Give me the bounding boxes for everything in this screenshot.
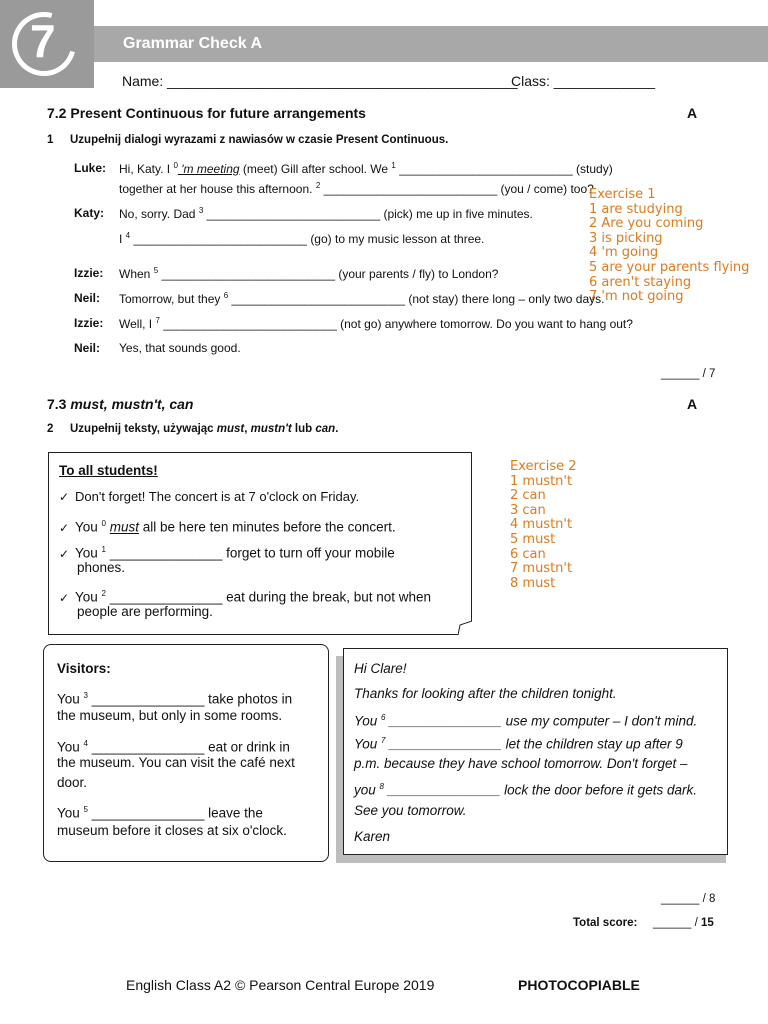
blank-1[interactable]: _______________ forget to turn off your mobile: [106, 545, 395, 561]
answer-item: 1 are studying: [589, 201, 683, 217]
letter-line: Thanks for looking after the children tonight.: [354, 686, 617, 701]
exercise2-instruction: Uzupełnij teksty, używając must, mustn't lub can.: [70, 423, 339, 435]
answer-item: 4 'm going: [589, 245, 659, 261]
name-field[interactable]: Name: _____________________________________________: [122, 73, 518, 89]
letter-line: See you tomorrow.: [354, 803, 467, 818]
visitors-line: You $^5$ _______________ leave the: [57, 805, 263, 821]
answer-item: 5 are your parents flying: [589, 259, 750, 275]
dialogue-line: No, sorry. Dad $^3$ __________________________ (pick) me up in five minutes.: [119, 206, 533, 221]
letter-line: p.m. because they have school tomorrow. Don't forget –: [354, 756, 688, 771]
answer-item: 3 can: [510, 502, 546, 518]
page-fold-icon: [458, 621, 472, 635]
visitors-line: door.: [57, 775, 88, 790]
section2-version: A: [687, 396, 698, 412]
example-answer: must: [109, 519, 140, 535]
dialogue-line: I $^4$ __________________________ (go) to my music lesson at three.: [119, 231, 485, 246]
dialogue-line: Well, I $^7$ __________________________ (not go) anywhere tomorrow. Do you want to hang out?: [119, 316, 633, 331]
notice-title: To all students!: [59, 463, 158, 478]
answer-item: 4 mustn't: [510, 517, 573, 533]
visitors-line: You $^4$ _______________ eat or drink in: [57, 739, 290, 755]
answers2-title: Exercise 2: [510, 459, 577, 474]
notice-item: ✓ You $^2$ _______________ eat during the break, but not when: [59, 589, 432, 605]
page-title: Grammar Check A: [123, 35, 263, 52]
visitors-line: the museum. You can visit the café next: [57, 755, 295, 770]
blank-3[interactable]: _______________ take photos in: [88, 691, 293, 707]
section2-score: ______ / 8: [661, 893, 716, 905]
blank-6[interactable]: _______________ use my computer – I don't mind.: [385, 713, 698, 729]
visitors-title: Visitors:: [57, 661, 111, 676]
speaker-neil: Neil:: [74, 291, 101, 305]
blank-7[interactable]: _______________ let the children stay up after 9: [385, 736, 683, 752]
exercise2-number: 2: [47, 423, 54, 435]
exercise1-number: 1: [47, 134, 54, 146]
example-answer: 'm meeting: [177, 162, 240, 176]
answers-exercise1: [589, 188, 749, 305]
visitors-line: museum before it closes at six o'clock.: [57, 823, 287, 838]
class-field[interactable]: Class: _____________: [511, 73, 656, 89]
dialogue-line: Yes, that sounds good.: [119, 341, 241, 355]
speaker-izzie: Izzie:: [74, 266, 104, 280]
visitors-line: the museum, but only in some rooms.: [57, 708, 283, 723]
section1-version: A: [687, 105, 698, 121]
answer-item: 2 can: [510, 488, 546, 504]
notice-item-cont: people are performing.: [77, 604, 213, 619]
letter-line: You $^6$ _______________ use my computer – I don't mind.: [354, 713, 698, 729]
blank-3[interactable]: __________________________ (pick) me up in five minutes.: [203, 207, 533, 221]
section2-heading: 7.3 must, mustn't, can: [47, 396, 194, 412]
check-icon: ✓: [59, 546, 70, 561]
letter-greeting: Hi Clare!: [354, 661, 407, 676]
answer-item: 6 can: [510, 546, 546, 562]
answers-exercise2: [510, 460, 577, 591]
check-icon: ✓: [59, 490, 70, 504]
notice-item: ✓ Don't forget! The concert is at 7 o'clock on Friday.: [59, 489, 360, 504]
blank-2[interactable]: __________________________ (you / come) too?: [320, 182, 594, 196]
notice-item: ✓ You $^0$ must all be here ten minutes before the concert.: [59, 519, 396, 535]
total-score-label: Total score:: [573, 917, 638, 929]
unit-badge: [0, 0, 94, 88]
answer-item: 6 aren't staying: [589, 274, 692, 290]
unit-number: 7: [30, 15, 56, 67]
answer-item: 1 mustn't: [510, 473, 573, 489]
speaker-luke: Luke:: [74, 161, 107, 175]
blank-6[interactable]: __________________________ (not stay) there long – only two days.: [228, 292, 605, 306]
blank-4[interactable]: __________________________ (go) to my music lesson at three.: [130, 232, 485, 246]
speaker-neil: Neil:: [74, 341, 101, 355]
blank-5[interactable]: _______________ leave the: [88, 805, 263, 821]
footer-photocopiable: PHOTOCOPIABLE: [518, 977, 640, 993]
answer-item: 8 must: [510, 575, 556, 591]
answers1-title: Exercise 1: [589, 187, 656, 202]
speaker-izzie: Izzie:: [74, 316, 104, 330]
title-bar: [94, 26, 768, 62]
blank-2[interactable]: _______________ eat during the break, but not when: [106, 589, 432, 605]
visitors-line: You $^3$ _______________ take photos in: [57, 691, 293, 707]
letter-signature: Karen: [354, 829, 391, 844]
dialogue-line: together at her house this afternoon. $^2$ __________________________ (you / come) too?: [119, 181, 594, 196]
answer-item: 7 'm not going: [589, 289, 684, 305]
check-icon: ✓: [59, 590, 70, 605]
blank-7[interactable]: __________________________ (not go) anywhere tomorrow. Do you want to hang out?: [159, 317, 633, 331]
dialogue-line: When $^5$ __________________________ (your parents / fly) to London?: [119, 266, 499, 281]
letter-line: You $^7$ _______________ let the children stay up after 9: [354, 736, 683, 752]
blank-1[interactable]: __________________________ (study): [399, 162, 613, 176]
blank-4[interactable]: _______________ eat or drink in: [88, 739, 290, 755]
dialogue-line: Hi, Katy. I $^0$ 'm meeting (meet) Gill after school. We $^1$ __________________________ (study): [119, 161, 613, 176]
notice-item-cont: phones.: [77, 560, 126, 575]
speaker-katy: Katy:: [74, 206, 105, 220]
letter-line: you $^8$ _______________ lock the door before it gets dark.: [354, 782, 697, 798]
answer-item: 3 is picking: [589, 230, 663, 246]
answer-item: 5 must: [510, 531, 556, 547]
blank-5[interactable]: __________________________ (your parents / fly) to London?: [158, 267, 499, 281]
section1-score: ______ / 7: [661, 368, 716, 380]
answer-item: 7 mustn't: [510, 561, 573, 577]
answer-item: 2 Are you coming: [589, 216, 704, 232]
total-score: ______ / 15: [653, 917, 714, 929]
section1-heading: 7.2 Present Continuous for future arrangements: [47, 105, 366, 121]
exercise1-instruction: Uzupełnij dialogi wyrazami z nawiasów w czasie Present Continuous.: [70, 134, 449, 146]
footer-copyright: English Class A2 © Pearson Central Europe 2019: [126, 977, 435, 993]
blank-8[interactable]: _______________ lock the door before it gets dark.: [383, 782, 697, 798]
check-icon: ✓: [59, 520, 70, 535]
notice-item: ✓ You $^1$ _______________ forget to turn off your mobile: [59, 545, 395, 561]
dialogue-line: Tomorrow, but they $^6$ __________________________ (not stay) there long – only two days.: [119, 291, 605, 306]
